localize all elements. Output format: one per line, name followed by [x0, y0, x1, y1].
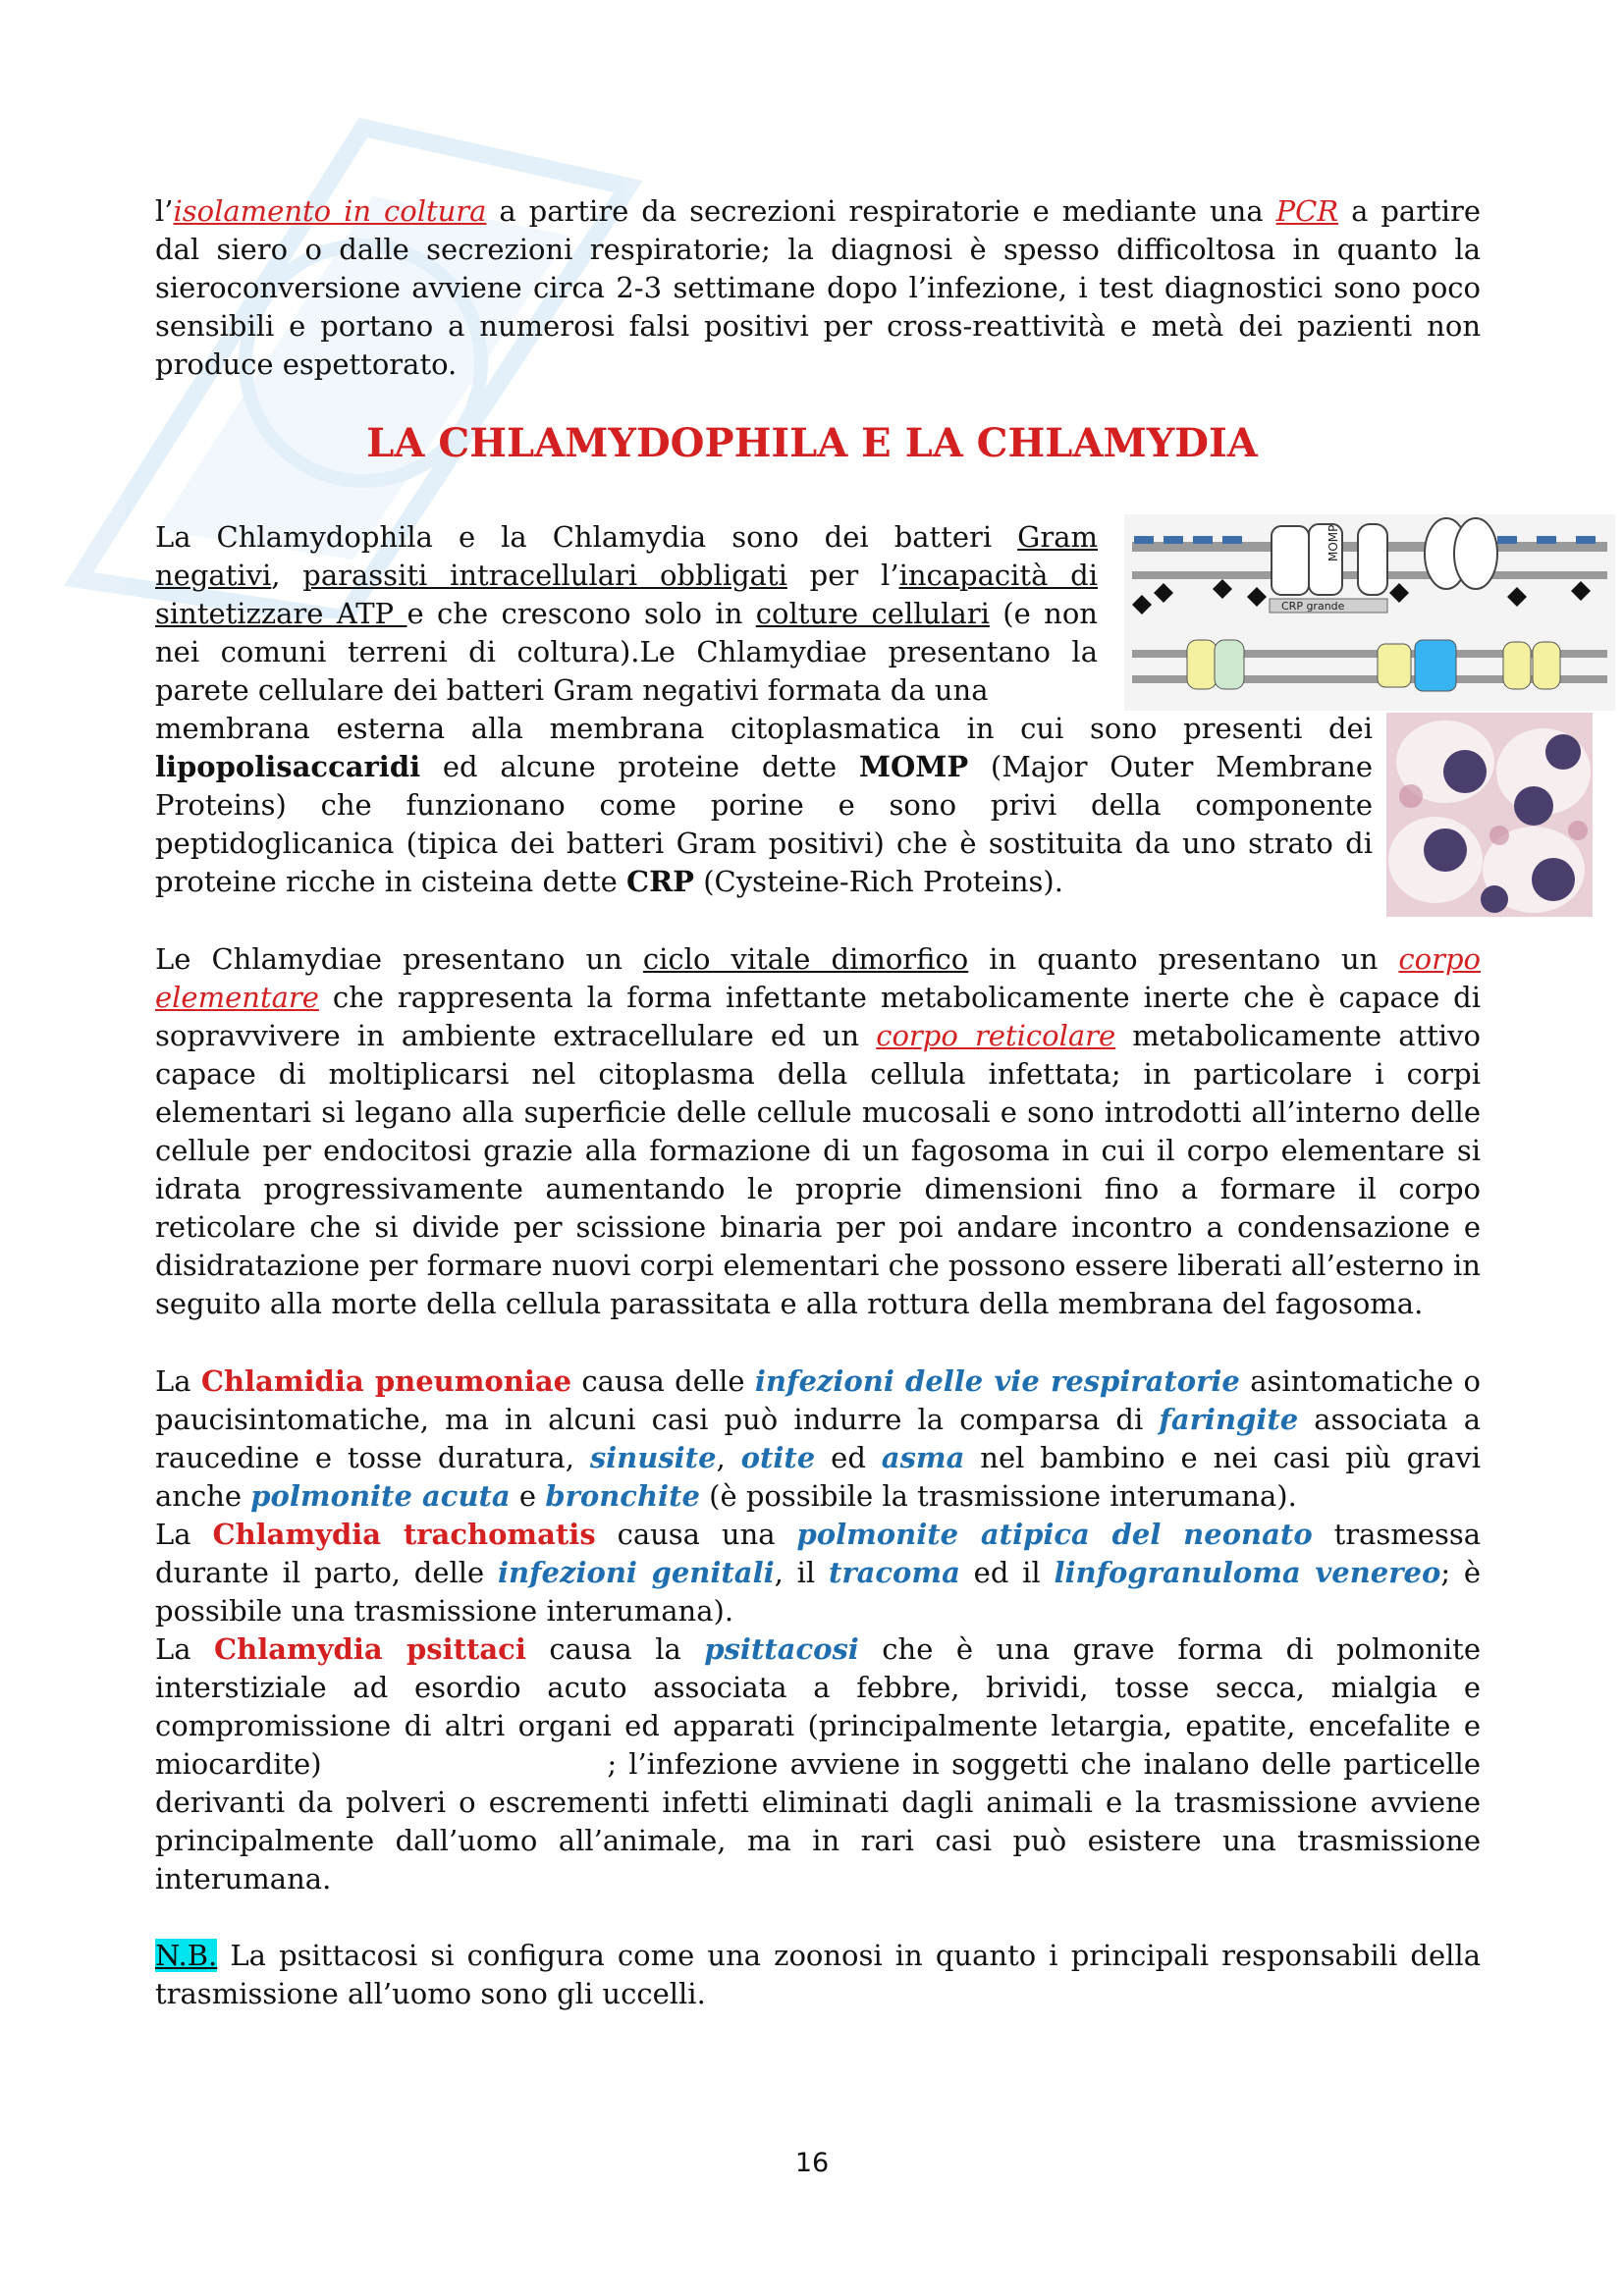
term-parassiti: parassiti intracellulari obbligati: [302, 559, 787, 592]
species-psittaci: Chlamydia psittaci: [214, 1632, 526, 1666]
text-span: ,: [716, 1441, 741, 1474]
text-span: associata a raucedine e tosse duratura,: [155, 1403, 1481, 1474]
text-span: , il: [774, 1556, 829, 1589]
page-number: 16: [794, 2148, 830, 2178]
text-span: a partire dal siero o dalle secrezioni respiratorie; la diagnosi è spesso difficoltosa in quanto la sieroconversione avviene circa 2-3 settimane dopo l’infezione, i test diagnostici sono poco sensibili e portano a numerosi falsi positivi per cross-reattività e metà dei pazienti non produce espettorato.: [155, 194, 1481, 381]
term-asma: asma: [881, 1441, 965, 1474]
term-corpo-reticolare: corpo reticolare: [876, 1019, 1116, 1052]
crp-label: CRP grande: [1281, 600, 1345, 613]
text-span: causa delle: [571, 1364, 755, 1398]
term-linfogranuloma: linfogranuloma venereo: [1054, 1556, 1441, 1589]
paragraph-pneumoniae: [155, 1362, 1481, 1516]
text-span: ; è possibile una trasmissione interumana).: [155, 1556, 1482, 1628]
term-gram-negativi: Gram negativi: [155, 520, 1098, 592]
text-span: La: [155, 1364, 201, 1398]
text-span: per l’: [786, 559, 899, 592]
text-span: e che crescono solo in: [406, 597, 756, 630]
text-span: ,: [271, 559, 303, 592]
term-momp: MOMP: [858, 750, 969, 783]
paragraph-trachomatis: [155, 1516, 1481, 1630]
species-trachomatis: Chlamydia trachomatis: [212, 1518, 596, 1551]
text-span: a partire da secrezioni respiratorie e mediante una: [486, 194, 1276, 228]
term-atp: incapacità di sintetizzare ATP: [155, 559, 1098, 630]
text-span: La psittacosi si configura come una zoonosi in quanto i principali responsabili della trasmissione all’uomo sono gli uccelli.: [155, 1939, 1481, 2010]
term-ciclo-vitale: ciclo vitale dimorfico: [642, 942, 969, 976]
text-span: ed: [815, 1441, 882, 1474]
paragraph-intro: [155, 518, 1098, 710]
text-span: metabolicamente attivo capace di moltiplicarsi nel citoplasma della cellula infettata; in particolare i corpi elementari si legano alla superficie delle cellule mucosali e sono introdotti all’interno delle cellule per endocitosi grazie alla formazione di un fagosoma in cui il corpo elementare si idrata progressivamente aumentando le proprie dimensioni fino a formare il corpo reticolare che si divide per scissione binaria per poi andare incontro a condensazione e disidratazione per formare nuovi corpi elementari che possono essere liberati all’esterno in seguito alla morte della cellula parassitata e alla rottura della membrana del fagosoma.: [155, 1019, 1481, 1320]
membrane-structure-figure: [1124, 514, 1615, 711]
text-span: che è una grave forma di polmonite interstiziale ad esordio acuto associata a febbre, brividi, tosse secca, mialgia e compromissione di altri organi ed apparati (principalmente letargia, epatite, encefalite e miocardite) ; l’infezione avviene in soggetti che inalano delle particelle derivanti da polveri o escrementi infetti eliminati dagli animali e la trasmissione avviene principalmente dall’uomo all’animale, ma in rari casi può esistere una trasmissione interumana.: [155, 1632, 1490, 1896]
text-span: (è possibile la trasmissione interumana).: [699, 1479, 1297, 1513]
term-corpo-elementare: corpo elementare: [155, 942, 1481, 1014]
term-colture: colture cellulari: [755, 597, 990, 630]
term-lps: lipopolisaccaridi: [155, 750, 421, 783]
text-span: che rappresenta la forma infettante metabolicamente inerte che è capace di sopravvivere in ambiente extracellulare ed un: [155, 981, 1481, 1052]
paragraph-membrane: [155, 710, 1481, 901]
term-psittacosi: psittacosi: [704, 1632, 859, 1666]
term-pcr: PCR: [1275, 194, 1339, 228]
text-span: La: [155, 1518, 213, 1551]
text-span: ed il: [959, 1556, 1055, 1589]
term-polmonite-acuta: polmonite acuta: [250, 1479, 511, 1513]
momp-label: MOMP: [1326, 524, 1340, 561]
term-faringite: faringite: [1159, 1403, 1299, 1436]
paragraph-diagnosis: [155, 192, 1481, 384]
term-otite: otite: [740, 1441, 816, 1474]
text-span: Le Chlamydiae presentano un: [155, 942, 643, 976]
text-span: causa la: [525, 1632, 705, 1666]
paragraph-note: [155, 1937, 1481, 2013]
text-span: La Chlamydophila e la Chlamydia sono dei batteri: [155, 520, 1018, 554]
text-span: membrana esterna alla membrana citoplasmatica in cui sono presenti dei: [155, 712, 1373, 745]
text-span: ed alcune proteine dette: [420, 750, 859, 783]
term-infezioni-genitali: infezioni genitali: [497, 1556, 775, 1589]
text-span: in quanto presentano un: [968, 942, 1399, 976]
text-span: asintomatiche o paucisintomatiche, ma in alcuni casi può indurre la comparsa di: [155, 1364, 1482, 1436]
text-span: nel bambino e nei casi più gravi anche: [155, 1441, 1481, 1513]
paragraph-life-cycle: [155, 940, 1481, 1323]
text-span: l’: [155, 194, 174, 228]
term-bronchite: bronchite: [545, 1479, 700, 1513]
term-infezioni-respiratorie: infezioni delle vie respiratorie: [754, 1364, 1240, 1398]
term-isolamento: isolamento in coltura: [173, 194, 487, 228]
term-sinusite: sinusite: [589, 1441, 717, 1474]
term-polmonite-atipica: polmonite atipica del neonato: [796, 1518, 1313, 1551]
species-pneumoniae: Chlamidia pneumoniae: [200, 1364, 572, 1398]
text-span: causa una: [595, 1518, 797, 1551]
section-title: LA CHLAMYDOPHILA E LA CHLAMYDIA: [366, 420, 1258, 466]
term-crp: CRP: [625, 865, 694, 898]
text-span: (Major Outer Membrane Proteins) che funzionano come porine e sono privi della componente peptidoglicanica (tipica dei batteri Gram positivi) che è sostituita da uno strato di proteine ricche in cisteina dette: [155, 750, 1373, 898]
paragraph-psittaci: [155, 1630, 1490, 1898]
term-tracoma: tracoma: [828, 1556, 960, 1589]
text-span: trasmessa durante il parto, delle: [155, 1518, 1482, 1589]
text-span: (Cysteine-Rich Proteins).: [693, 865, 1063, 898]
text-span: e: [510, 1479, 546, 1513]
note-label: N.B.: [155, 1939, 218, 1972]
text-span: La: [155, 1632, 215, 1666]
text-span: (e non nei comuni terreni di coltura).Le Chlamydiae presentano la parete cellulare dei batteri Gram negativi formata da una: [155, 597, 1098, 707]
